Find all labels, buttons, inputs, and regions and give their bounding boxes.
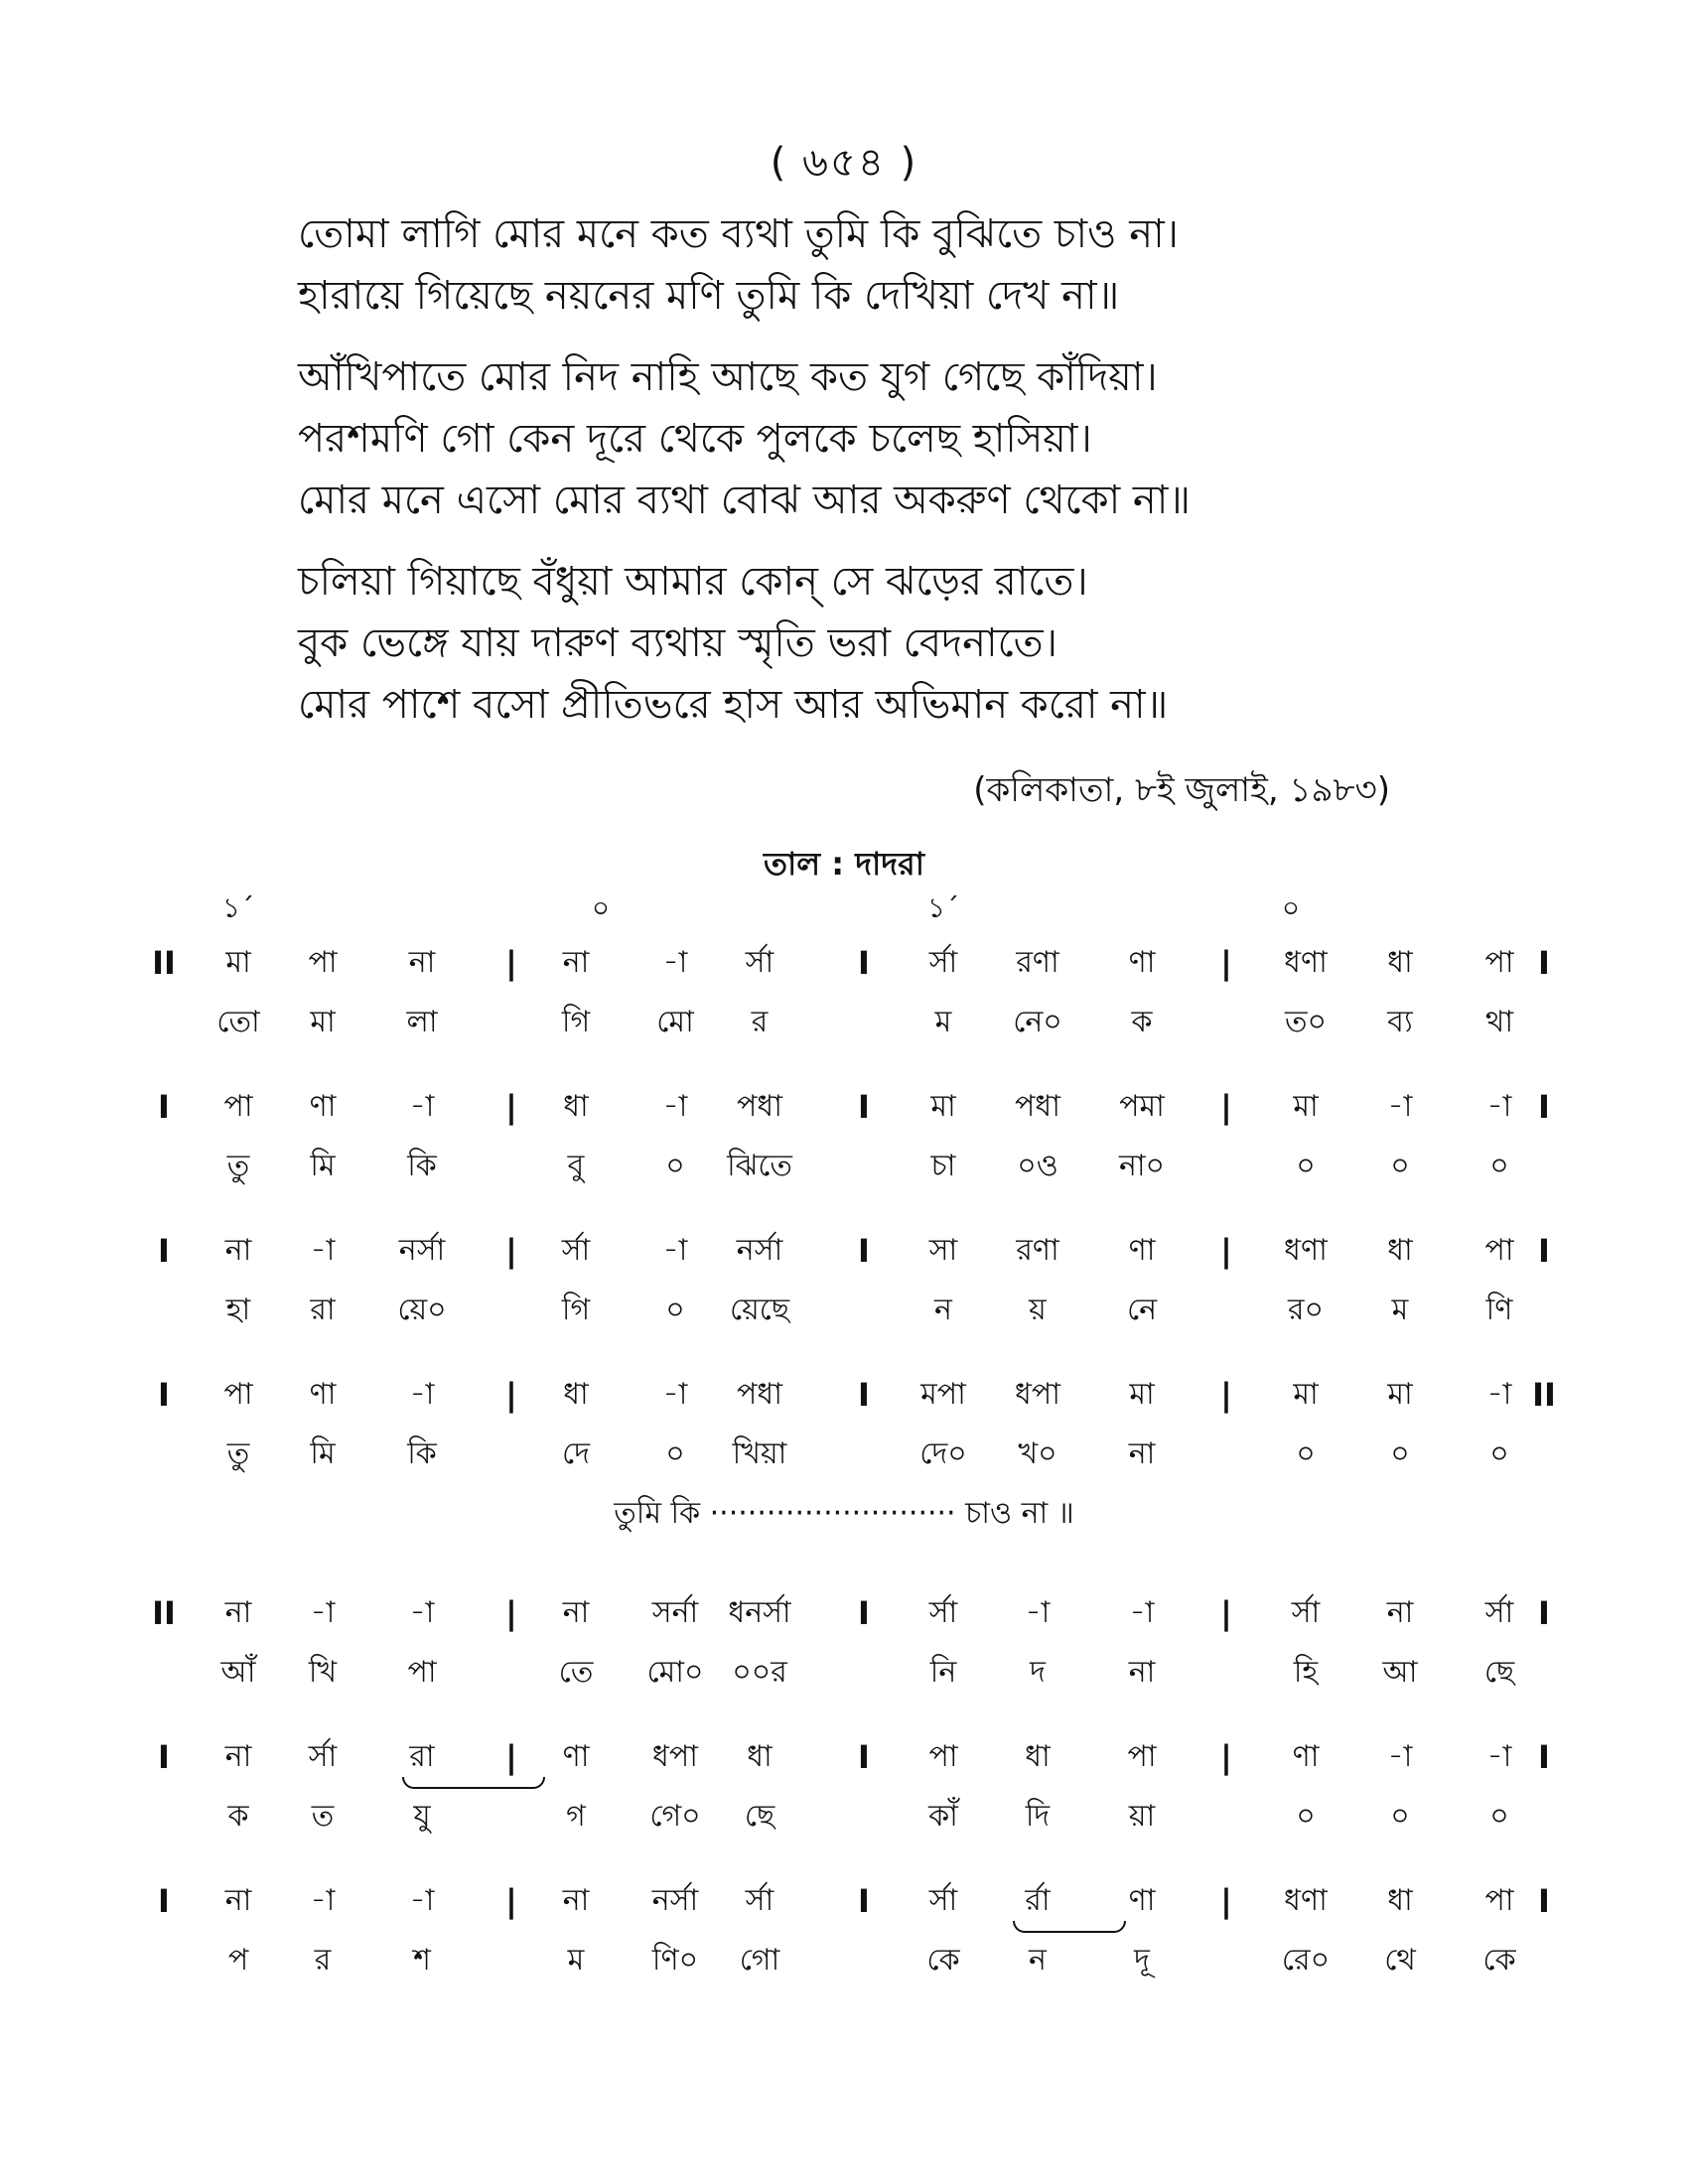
note: পধা — [737, 1377, 782, 1412]
note: র্সা — [308, 1739, 338, 1774]
syllable: ম — [1391, 1293, 1409, 1327]
bar-line: | — [1220, 1376, 1232, 1414]
syllable: দে০ — [919, 1436, 967, 1471]
syllable: থা — [1484, 1005, 1514, 1039]
note: মা — [1129, 1377, 1155, 1412]
syllable: য়া — [1128, 1799, 1156, 1834]
syllable: ০ — [1489, 1149, 1509, 1183]
lyric-line: বুক ভেঙ্গে যায় দারুণ ব্যথায় স্মৃতি ভরা বেদনাতে। — [298, 620, 1057, 666]
syllable: গি — [561, 1293, 591, 1327]
note: না — [562, 1595, 590, 1630]
bar-line: | — [1220, 1088, 1232, 1126]
syllable: কে — [926, 1943, 960, 1978]
bar-line: I — [858, 1232, 870, 1270]
syllable: ত — [311, 1799, 335, 1834]
syllable: হি — [1293, 1655, 1319, 1690]
note: মা — [1293, 1089, 1319, 1124]
syllable: ০ — [1296, 1436, 1316, 1471]
note: পা — [223, 1377, 253, 1412]
note: -া — [1486, 1089, 1512, 1124]
syllable: আঁ — [220, 1655, 256, 1690]
syllable: কি — [407, 1149, 437, 1183]
syllable: রা — [310, 1293, 336, 1327]
note: -া — [662, 945, 688, 980]
syllable: নে — [1126, 1293, 1158, 1327]
syllable: ০ — [1296, 1799, 1316, 1834]
note: ধা — [747, 1739, 773, 1774]
note: ধা — [563, 1377, 589, 1412]
syllable: ০ও — [1017, 1149, 1058, 1183]
syllable: মা — [310, 1005, 336, 1039]
bar-line: | — [505, 1376, 517, 1414]
bar-line: | — [505, 944, 517, 982]
note: রণা — [1016, 945, 1059, 980]
note: ধনর্সা — [728, 1595, 791, 1630]
syllable: র — [751, 1005, 769, 1039]
bar-line: | — [505, 1232, 517, 1270]
note: র্রা — [1025, 1883, 1051, 1918]
date-line: (কলিকাতা, ৮ই জুলাই, ১৯৮৩) — [973, 770, 1390, 810]
note: র্সা — [928, 1883, 958, 1918]
note: সা — [928, 1233, 958, 1268]
note: র্সা — [561, 1233, 591, 1268]
syllable: লা — [406, 1005, 438, 1039]
note: ধপা — [1015, 1377, 1060, 1412]
beat-mark: ১´ — [926, 891, 960, 924]
syllable: ম — [934, 1005, 952, 1039]
note: না — [562, 945, 590, 980]
bar-line: | — [505, 1882, 517, 1920]
syllable: শ — [413, 1943, 431, 1978]
bar-line: I — [1538, 1594, 1550, 1632]
bar-line: | — [1220, 944, 1232, 982]
syllable: দি — [1025, 1799, 1051, 1834]
note: র্সা — [1291, 1595, 1321, 1630]
bar-line: | — [505, 1738, 517, 1776]
beat-mark: ১´ — [221, 891, 255, 924]
syllable: মি — [310, 1436, 336, 1471]
note: না — [408, 945, 436, 980]
stanza-2 — [298, 346, 1539, 531]
note: পমা — [1119, 1089, 1165, 1124]
syllable: তে — [558, 1655, 594, 1690]
note: -া — [409, 1595, 435, 1630]
syllable: থে — [1384, 1943, 1416, 1978]
syllable: দূ — [1134, 1943, 1150, 1978]
syllable: ত০ — [1284, 1005, 1328, 1039]
note: ণা — [562, 1739, 590, 1774]
syllable: আ — [1382, 1655, 1418, 1690]
bar-line: I — [1538, 944, 1550, 982]
note: ধণা — [1284, 1883, 1328, 1918]
syllable: মি — [310, 1149, 336, 1183]
syllable: নি — [929, 1655, 957, 1690]
syllable: ছে — [1483, 1655, 1515, 1690]
note: র্সা — [928, 1595, 958, 1630]
syllable: মো০ — [646, 1655, 704, 1690]
bar-line: II — [152, 1594, 176, 1632]
note: -া — [310, 1595, 336, 1630]
tala-heading: তাল : দাদরা — [764, 845, 924, 883]
bar-line: | — [505, 1088, 517, 1126]
lyric-line: হারায়ে গিয়েছে নয়নের মণি তুমি কি দেখিয়া দেখ না॥ — [298, 273, 1120, 319]
syllable: গি — [561, 1005, 591, 1039]
note: -া — [409, 1377, 435, 1412]
syllable: তু — [226, 1149, 250, 1183]
note: ধা — [1387, 1233, 1413, 1268]
note: -া — [409, 1883, 435, 1918]
note: রা — [409, 1739, 435, 1774]
slur-mark — [1013, 1921, 1126, 1933]
note: -া — [310, 1883, 336, 1918]
note: নর্সা — [398, 1233, 446, 1268]
syllable: য়েছে — [729, 1293, 790, 1327]
syllable: ছে — [744, 1799, 775, 1834]
syllable: রে০ — [1281, 1943, 1331, 1978]
bar-line: I — [1538, 1088, 1550, 1126]
note: ণা — [309, 1089, 337, 1124]
lyric-line: মোর মনে এসো মোর ব্যথা বোঝ আর অকরুণ থেকো না॥ — [298, 478, 1191, 523]
note: সর্না — [651, 1595, 699, 1630]
note: ধণা — [1284, 945, 1328, 980]
syllable: দ — [1030, 1655, 1046, 1690]
page-number: ( ৬৫৪ ) — [770, 140, 918, 186]
bar-line: I — [858, 1088, 870, 1126]
note: না — [562, 1883, 590, 1918]
note: মা — [930, 1089, 956, 1124]
note: পা — [308, 945, 338, 980]
slur-mark — [402, 1777, 545, 1789]
syllable: তো — [216, 1005, 260, 1039]
syllable: ণি — [1485, 1293, 1513, 1327]
refrain-note: তুমি কি ·························· চাও না ॥ — [614, 1496, 1074, 1531]
syllable: ন — [1029, 1943, 1047, 1978]
syllable: ০ — [665, 1293, 685, 1327]
syllable: ঝিতে — [727, 1149, 792, 1183]
note: -া — [1387, 1739, 1413, 1774]
bar-line: | — [1220, 1738, 1232, 1776]
syllable: কি — [407, 1436, 437, 1471]
syllable: ০ — [1390, 1149, 1410, 1183]
note: না — [224, 1883, 252, 1918]
note: ণা — [309, 1377, 337, 1412]
bar-line: I — [1538, 1738, 1550, 1776]
syllable: চা — [930, 1149, 956, 1183]
note: ধপা — [652, 1739, 698, 1774]
note: নর্সা — [736, 1233, 783, 1268]
syllable: ণি০ — [651, 1943, 699, 1978]
syllable: র০ — [1287, 1293, 1325, 1327]
note: মা — [1293, 1377, 1319, 1412]
note: না — [224, 1233, 252, 1268]
bar-line: I — [858, 1594, 870, 1632]
bar-line: I — [158, 1232, 170, 1270]
note: মা — [1387, 1377, 1413, 1412]
syllable: হা — [225, 1293, 251, 1327]
bar-line: I — [1538, 1232, 1550, 1270]
note: না — [1386, 1595, 1414, 1630]
note: পা — [1484, 1883, 1514, 1918]
bar-line: I — [158, 1738, 170, 1776]
note: -া — [1486, 1377, 1512, 1412]
syllable: নে০ — [1013, 1005, 1062, 1039]
bar-line: | — [505, 1594, 517, 1632]
bar-line: I — [858, 1738, 870, 1776]
note: র্সা — [1484, 1595, 1514, 1630]
bar-line: II — [152, 944, 176, 982]
note: রণা — [1016, 1233, 1059, 1268]
bar-line: I — [858, 944, 870, 982]
note: পা — [1484, 1233, 1514, 1268]
note: পা — [1127, 1739, 1157, 1774]
syllable: তু — [226, 1436, 250, 1471]
note: ণা — [1128, 945, 1156, 980]
syllable: মো — [656, 1005, 694, 1039]
lyric-line: মোর পাশে বসো প্রীতিভরে হাস আর অভিমান করো না॥ — [298, 682, 1169, 728]
note: র্সা — [928, 945, 958, 980]
note: মা — [225, 945, 251, 980]
syllable: ০ — [665, 1149, 685, 1183]
note: -া — [1025, 1595, 1051, 1630]
note: নর্সা — [651, 1883, 699, 1918]
note: পা — [928, 1739, 958, 1774]
note: পা — [1484, 945, 1514, 980]
syllable: না — [1128, 1655, 1156, 1690]
syllable: ক — [227, 1799, 249, 1834]
note: ধা — [1025, 1739, 1051, 1774]
note: -া — [409, 1089, 435, 1124]
lyric-line: পরশমণি গো কেন দূরে থেকে পুলকে চলেছ হাসিয়া। — [298, 416, 1092, 462]
syllable: ম — [567, 1943, 585, 1978]
note: -া — [1129, 1595, 1155, 1630]
syllable: ০ — [1489, 1799, 1509, 1834]
note: র্সা — [745, 945, 774, 980]
note: র্সা — [745, 1883, 774, 1918]
lyric-line: চলিয়া গিয়াছে বঁধুয়া আমার কোন্ সে ঝড়ের রাতে। — [298, 559, 1088, 605]
bar-line: I — [158, 1882, 170, 1920]
syllable: কাঁ — [928, 1799, 958, 1834]
syllable: পা — [407, 1655, 437, 1690]
lyric-line: আঁখিপাতে মোর নিদ নাহি আছে কত যুগ গেছে কাঁদিয়া। — [298, 354, 1158, 400]
note: না — [224, 1739, 252, 1774]
note: পধা — [737, 1089, 782, 1124]
syllable: না — [1128, 1436, 1156, 1471]
note: -া — [1486, 1739, 1512, 1774]
beat-mark: ০ — [1281, 891, 1301, 924]
syllable: খিয়া — [732, 1436, 787, 1471]
syllable: ক — [1131, 1005, 1153, 1039]
beat-mark: ০ — [591, 891, 611, 924]
note: ণা — [1128, 1233, 1156, 1268]
note: না — [224, 1595, 252, 1630]
syllable: গ — [566, 1799, 586, 1834]
bar-line: | — [1220, 1232, 1232, 1270]
lyrics-block — [298, 204, 1539, 755]
syllable: র — [314, 1943, 332, 1978]
syllable: ০০র — [732, 1655, 787, 1690]
note: ধা — [1387, 1883, 1413, 1918]
bar-line: I — [1538, 1882, 1550, 1920]
note: -া — [1387, 1089, 1413, 1124]
syllable: গো — [739, 1943, 780, 1978]
syllable: খ০ — [1018, 1436, 1057, 1471]
note: মপা — [920, 1377, 966, 1412]
bar-line: | — [1220, 1594, 1232, 1632]
syllable: ০ — [1390, 1799, 1410, 1834]
syllable: দে — [562, 1436, 590, 1471]
stanza-1 — [298, 204, 1539, 327]
note: ধা — [1387, 945, 1413, 980]
syllable: য়ে০ — [397, 1293, 447, 1327]
syllable: খি — [308, 1655, 338, 1690]
lyric-line: তোমা লাগি মোর মনে কত ব্যথা তুমি কি বুঝিতে চাও না। — [298, 211, 1179, 257]
note: পা — [223, 1089, 253, 1124]
note: ধণা — [1284, 1233, 1328, 1268]
note: -া — [662, 1089, 688, 1124]
syllable: ০ — [1390, 1436, 1410, 1471]
syllable: কে — [1482, 1943, 1516, 1978]
bar-line: II — [1532, 1376, 1556, 1414]
note: ণা — [1292, 1739, 1320, 1774]
syllable: য় — [1029, 1293, 1047, 1327]
bar-line: | — [1220, 1882, 1232, 1920]
syllable: ন — [934, 1293, 952, 1327]
bar-line: I — [858, 1376, 870, 1414]
syllable: গে০ — [649, 1799, 701, 1834]
syllable: ০ — [1489, 1436, 1509, 1471]
note: পধা — [1015, 1089, 1060, 1124]
bar-line: I — [158, 1376, 170, 1414]
note: -া — [662, 1233, 688, 1268]
syllable: যু — [413, 1799, 431, 1834]
bar-line: I — [158, 1088, 170, 1126]
stanza-3 — [298, 551, 1539, 736]
syllable: ০ — [665, 1436, 685, 1471]
note: -া — [662, 1377, 688, 1412]
syllable: ০ — [1296, 1149, 1316, 1183]
note: ধা — [563, 1089, 589, 1124]
note: -া — [310, 1233, 336, 1268]
syllable: ব্য — [1387, 1005, 1413, 1039]
syllable: প — [227, 1943, 249, 1978]
note: ণা — [1128, 1883, 1156, 1918]
syllable: না০ — [1118, 1149, 1166, 1183]
syllable: বু — [567, 1149, 585, 1183]
bar-line: I — [858, 1882, 870, 1920]
